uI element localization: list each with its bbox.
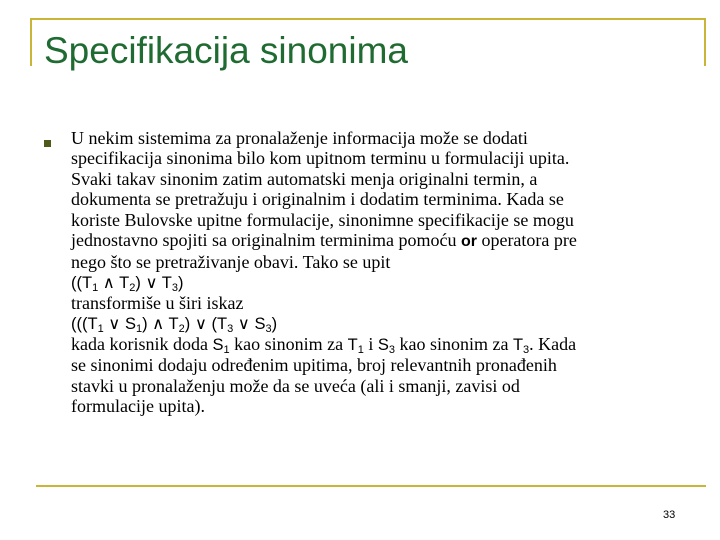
formula-text: ((T xyxy=(71,273,93,292)
body-line: Svaki takav sinonim zatim automatski menja originalni termin, a xyxy=(71,168,538,189)
body-line xyxy=(71,334,701,355)
term-subscript: 1 xyxy=(223,344,230,357)
formula-text: ) xyxy=(271,314,278,333)
term-letter: S xyxy=(377,336,389,355)
body-line xyxy=(71,230,701,252)
formula-text: (((T xyxy=(71,314,98,333)
body-text: . Kada xyxy=(529,334,577,355)
formula-text: ) ∨ (T xyxy=(184,314,228,333)
body-line: se sinonimi dodaju određenim upitima, broj relevantnih pronađenih xyxy=(71,355,557,376)
body-text: jednostavno spojiti sa originalnim terminima pomoću xyxy=(71,230,461,251)
body-text: kao sinonim za xyxy=(229,334,348,355)
formula-subscript: 1 xyxy=(135,322,143,335)
formula-subscript: 3 xyxy=(227,322,234,335)
formula-text: ∨ S xyxy=(233,314,266,333)
formula-subscript: 2 xyxy=(178,322,185,335)
body-text: operatora pre xyxy=(476,230,577,251)
frame-right-border xyxy=(704,18,706,66)
formula-subscript: 1 xyxy=(97,322,104,335)
body-line: specifikacija sinonima bilo kom upitnom terminu u formulaciji upita. xyxy=(71,148,570,169)
term-t1 xyxy=(347,336,364,357)
term-s3 xyxy=(377,336,395,357)
formula-subscript: 3 xyxy=(171,281,179,294)
page-number: 33 xyxy=(663,509,676,521)
expanded-formula xyxy=(71,314,701,334)
body-line: stavki u pronalaženju može da se uveća (ali i smanji, zavisi od xyxy=(71,375,520,396)
formula-text: ) xyxy=(178,273,184,292)
formula-subscript: 1 xyxy=(92,281,99,294)
body-line: dokumenta se pretražuju i originalnim i dodatim terminima. Kada se xyxy=(71,189,564,210)
formula-text: ) ∨ T xyxy=(135,273,172,292)
body-line: nego što se pretraživanje obavi. Tako se upit xyxy=(71,252,391,273)
or-keyword: or xyxy=(460,233,477,251)
slide-title: Specifikacija sinonima xyxy=(44,30,409,71)
formula-subscript: 2 xyxy=(129,281,136,294)
term-letter: S xyxy=(212,336,224,355)
body-line: formulacije upita). xyxy=(71,396,205,417)
body-text: kada korisnik doda xyxy=(71,334,213,355)
term-s1 xyxy=(212,336,230,357)
formula-text: ) ∧ T xyxy=(142,314,179,333)
square-bullet-icon xyxy=(44,140,51,147)
formula-text: ∨ S xyxy=(103,314,136,333)
body-line: transformiše u širi iskaz xyxy=(71,293,244,314)
formula-text: ∧ T xyxy=(98,273,130,292)
frame-top-border xyxy=(30,18,706,20)
term-subscript: 1 xyxy=(357,344,364,357)
body-line: koriste Bulovske upitne formulacije, sinonimne specifikacije se mogu xyxy=(71,209,574,230)
term-letter: T xyxy=(347,336,358,355)
term-subscript: 3 xyxy=(523,344,530,357)
formula-subscript: 3 xyxy=(265,322,272,335)
body-text: i xyxy=(363,334,378,355)
term-letter: T xyxy=(512,336,524,355)
frame-bottom-border xyxy=(36,485,706,487)
body-text: kao sinonim za xyxy=(394,334,513,355)
slide-body xyxy=(71,128,701,417)
query-formula xyxy=(71,273,701,293)
body-line: U nekim sistemima za pronalaženje informacija može se dodati xyxy=(71,128,528,148)
term-t3 xyxy=(512,336,530,357)
frame-left-border xyxy=(30,18,32,66)
term-subscript: 3 xyxy=(388,344,395,357)
